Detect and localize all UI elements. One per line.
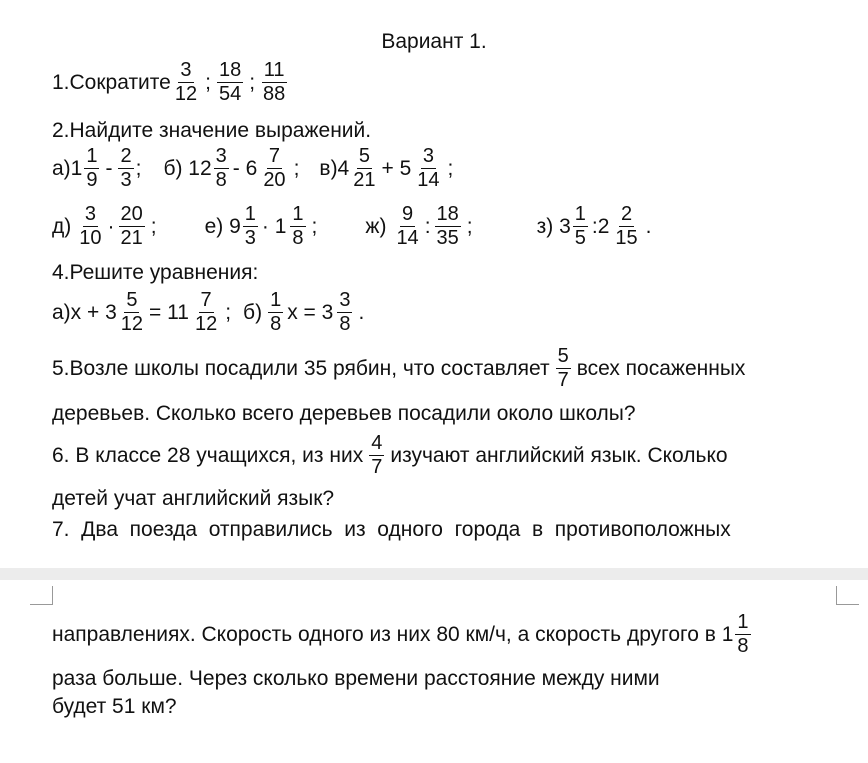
expr-d: д) $\frac{3}{10}$ · $\frac{20}{21}$ ; bbox=[52, 203, 157, 249]
task-2-row-2 bbox=[52, 204, 652, 249]
task-1-label: 1.Сократите bbox=[52, 71, 171, 94]
page-break bbox=[0, 568, 868, 580]
expr-zh: ж) $\frac{9}{14}$ : $\frac{18}{35}$ ; bbox=[365, 203, 473, 249]
fraction: $\frac{18}{54}$ bbox=[218, 59, 242, 105]
expr-a: а)1 $\frac{1}{9}$ - $\frac{2}{3}$ ; bbox=[52, 145, 142, 191]
expr-z: з) 3 $\frac{1}{5}$ :2 $\frac{2}{15}$ . bbox=[536, 203, 652, 249]
task-5-line-1: 5.Возле школы посадили 35 рябин, что составляет $\frac{5}{7}$ всех посаженных bbox=[52, 345, 746, 391]
margin-corner-mark bbox=[30, 586, 53, 605]
margin-corner-mark bbox=[836, 586, 859, 605]
task-7-line-3: раза больше. Через сколько времени расстояние между ними bbox=[52, 667, 660, 690]
expr-v: в)4 $\frac{5}{21}$ + 5 $\frac{3}{14}$ ; bbox=[319, 145, 454, 191]
task-7-line-2: направлениях. Скорость одного из них 80 км/ч, а скорость другого в 1 $\frac{1}{8}$ bbox=[52, 611, 749, 657]
task-2-label: 2.Найдите значение выражений. bbox=[52, 119, 372, 142]
document-page-2 bbox=[0, 580, 868, 763]
task-7-line-1: 7. Два поезда отправились из одного города в противоположных bbox=[52, 518, 731, 541]
equation-b: б) $\frac{1}{8}$ х = 3 $\frac{3}{8}$ . bbox=[243, 289, 365, 335]
equation-a: а)х + 3 $\frac{5}{12}$ = 11 $\frac{7}{12}$ ; bbox=[52, 289, 232, 335]
expr-b: б) 12 $\frac{3}{8}$ - 6 $\frac{7}{20}$ ; bbox=[163, 145, 300, 191]
fraction: $\frac{11}{88}$ bbox=[263, 59, 286, 105]
task-2-row-1 bbox=[52, 146, 453, 191]
task-7-line-4: будет 51 км? bbox=[52, 695, 177, 718]
fraction: $\frac{3}{12}$ bbox=[174, 59, 198, 105]
expr-e: е) 9 $\frac{1}{3}$ · 1 $\frac{1}{8}$ ; bbox=[204, 203, 318, 249]
task-4-label: 4.Решите уравнения: bbox=[52, 261, 259, 284]
task-6-line-1: 6. В классе 28 учащихся, из них $\frac{4}{7}$ изучают английский язык. Сколько bbox=[52, 432, 728, 478]
task-5-line-2: деревьев. Сколько всего деревьев посадили около школы? bbox=[52, 402, 636, 425]
task-1: 1.Сократите $\frac{3}{12}$ ; $\frac{18}{54}$ ; $\frac{11}{88}$ bbox=[52, 59, 286, 105]
task-6-line-2: детей учат английский язык? bbox=[52, 487, 335, 510]
task-4-equations bbox=[52, 290, 364, 335]
variant-title: Вариант 1. bbox=[381, 30, 487, 53]
